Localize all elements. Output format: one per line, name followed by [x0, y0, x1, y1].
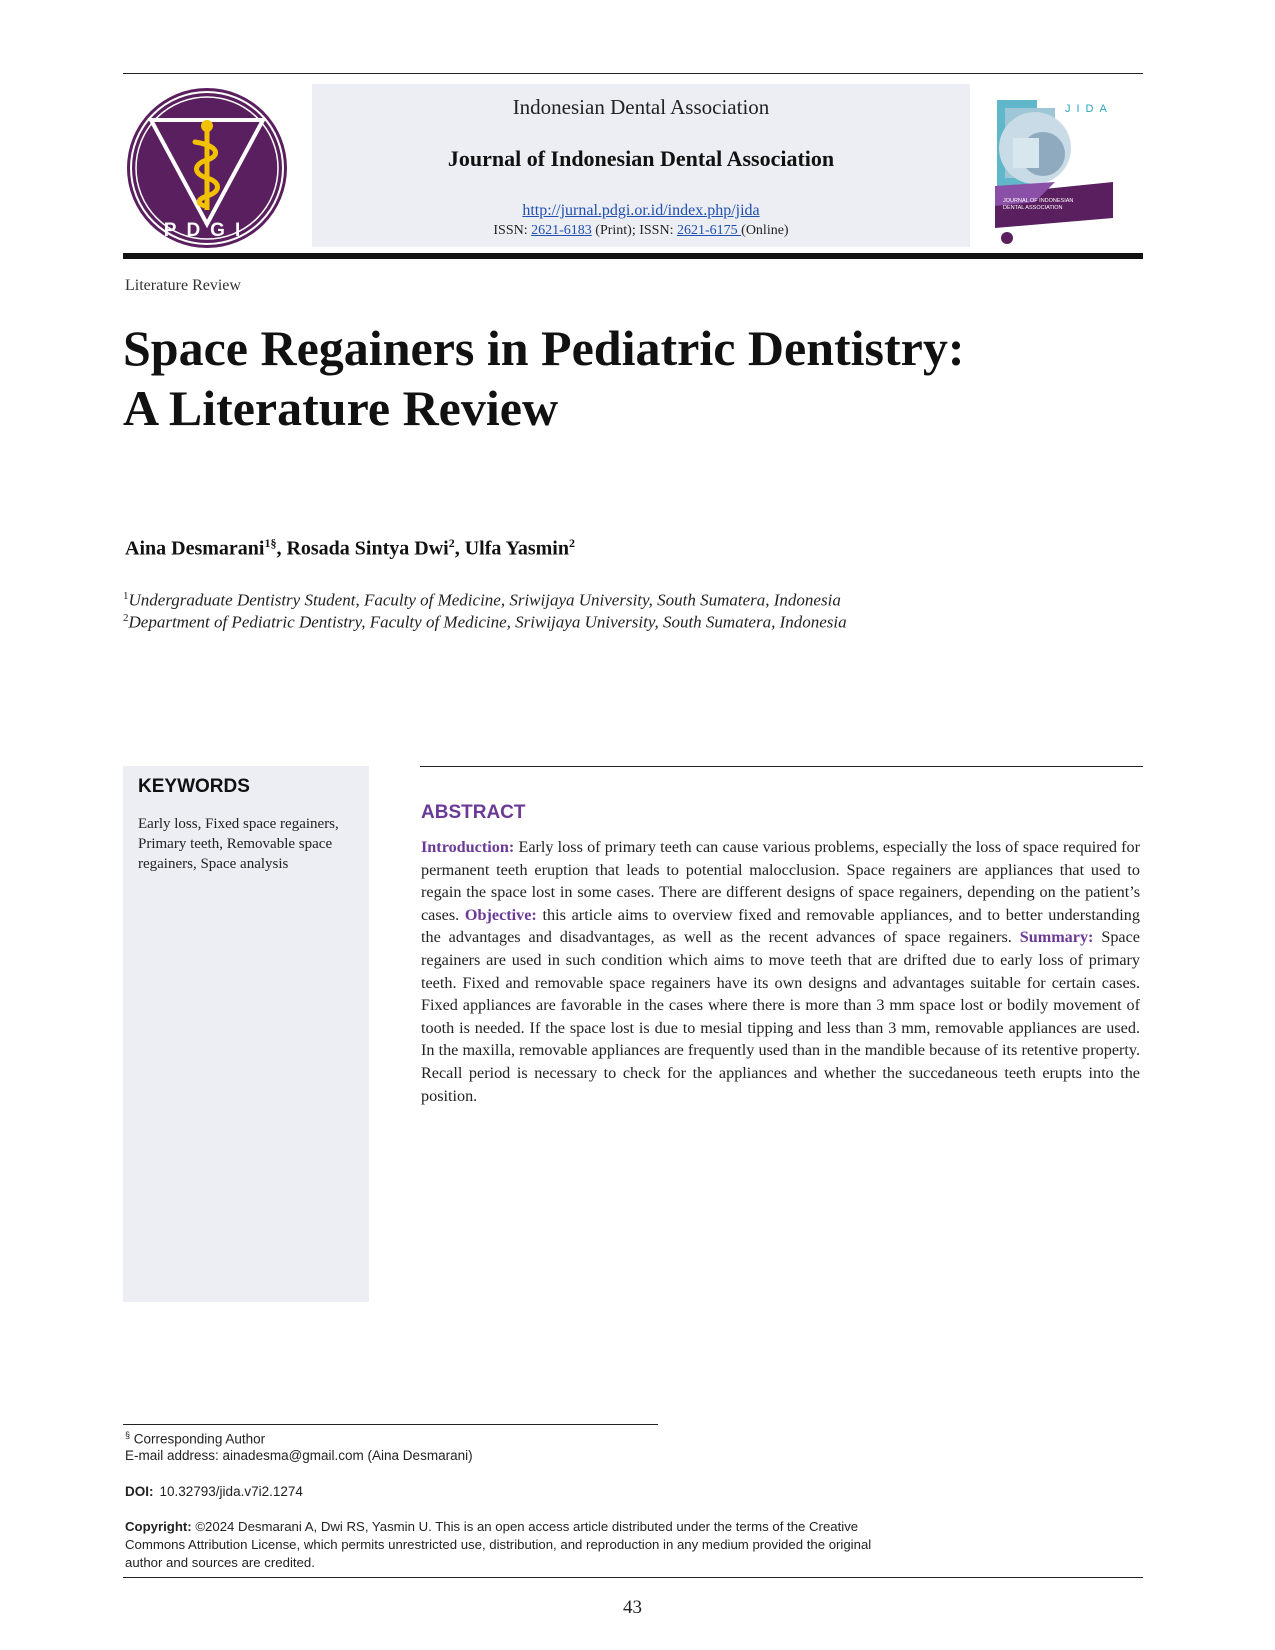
doi-value[interactable]: 10.32793/jida.v7i2.1274 — [159, 1484, 303, 1499]
author-name: Ulfa Yasmin — [464, 537, 569, 560]
affiliation-mark: 2 — [123, 612, 129, 624]
affiliation-2 — [123, 612, 847, 633]
doi-line — [125, 1484, 303, 1499]
issn-line — [312, 223, 970, 239]
author-name: Aina Desmarani — [125, 537, 265, 560]
journal-header-panel — [312, 84, 970, 247]
copyright-label: Copyright: — [125, 1519, 192, 1534]
article-title — [123, 318, 1123, 438]
issn-online-link[interactable]: 2621-6175 — [676, 223, 742, 238]
author-affil-mark: 2 — [448, 536, 455, 550]
corresponding-mark: § — [125, 1430, 131, 1440]
article-type: Literature Review — [125, 277, 241, 294]
copyright-text: ©2024 Desmarani A, Dwi RS, Yasmin U. This is an open access article distributed under the terms of the Creative Commons Attribution License, which permits unrestricted use, distribution, and reproduction in any medium provided the original author and sources are credited. — [125, 1519, 872, 1570]
author-separator: , — [276, 537, 287, 560]
author-affil-mark: 1§ — [264, 536, 277, 550]
abstract-body — [421, 836, 1140, 1107]
keywords-heading: KEYWORDS — [138, 776, 250, 797]
association-name: Indonesian Dental Association — [512, 95, 770, 119]
intro-text: Early loss of primary teeth can cause various problems, especially the loss of space required for permanent teeth eruption that leads to potential malocclusion. Space regainers are appliances that used to regain the space lost in some cases. There are different designs of space regainers, depending on the patient’s cases. — [421, 838, 1140, 924]
issn-print-link[interactable]: 2621-6183 — [531, 223, 592, 238]
cover-caption-2: DENTAL ASSOCIATION — [1003, 205, 1063, 211]
objective-text: this article aims to overview fixed and removable appliances, and to better understanding the advantages and disadvantages, as well as the recent advances of space regainers. — [421, 905, 1140, 947]
issn-online-suffix: (Online) — [741, 223, 789, 238]
cover-title: JIDA — [1065, 103, 1113, 115]
journal-cover-image — [995, 98, 1113, 246]
issn-print-suffix: (Print); ISSN: — [591, 223, 677, 238]
summary-label: Summary: — [1019, 928, 1094, 947]
keywords-text: Early loss, Fixed space regainers, Primary teeth, Removable space regainers, Space analysis — [138, 816, 339, 872]
author-affil-mark: 2 — [569, 536, 575, 550]
intro-label: Introduction: — [421, 838, 515, 856]
summary-text: Space regainers are used in such condition which aims to move teeth that are drifted due to early loss of primary teeth. Fixed and removable space regainers have its own designs and advantages suitable for certain cases. Fixed appliances are favorable in the cases where there is more than 3 mm space lost or bodily movement of tooth is needed. If the space lost is due to mesial tipping and less than 3 mm, removable appliances are used. In the maxilla, removable appliances are frequently used than in the mandible because of its retentive property. Recall period is necessary to check for the appliances and whether the succedaneous teeth erupts into the position. — [421, 928, 1140, 1105]
affiliation-text: Undergraduate Dentistry Student, Faculty of Medicine, Sriwijaya University, South Sumatera, Indonesia — [128, 590, 841, 610]
pdgi-logo — [125, 86, 289, 250]
author-name: Rosada Sintya Dwi — [286, 537, 449, 560]
author-list — [125, 536, 575, 561]
email-line: E-mail address: ainadesma@gmail.com (Aina Desmarani) — [125, 1448, 473, 1463]
footer-rule — [123, 1577, 1143, 1578]
abstract-top-rule — [420, 766, 1143, 767]
doi-label: DOI: — [125, 1484, 154, 1499]
corresponding-author-note — [125, 1430, 265, 1447]
logo-lettering: PDGI — [163, 220, 251, 241]
header-top-rule — [123, 73, 1143, 74]
title-line-1: Space Regainers in Pediatric Dentistry: — [123, 320, 965, 376]
objective-label: Objective: — [464, 905, 537, 924]
journal-name: Journal of Indonesian Dental Association — [447, 146, 835, 171]
keywords-panel — [123, 766, 369, 1302]
author-separator: , — [454, 537, 465, 560]
footnote-rule — [123, 1424, 658, 1425]
cover-caption-1: JOURNAL OF INDONESIAN — [1003, 198, 1074, 204]
title-line-2: A Literature Review — [123, 380, 559, 436]
abstract-heading: ABSTRACT — [421, 802, 526, 823]
copyright-note — [125, 1518, 885, 1572]
header-bottom-rule — [123, 253, 1143, 259]
page-number: 43 — [623, 1597, 642, 1618]
journal-url-link[interactable]: http://jurnal.pdgi.or.id/index.php/jida — [522, 202, 760, 219]
affiliation-1 — [123, 590, 841, 611]
corresponding-label: Corresponding Author — [130, 1431, 266, 1447]
affiliation-mark: 1 — [123, 590, 129, 602]
issn-prefix: ISSN: — [493, 223, 532, 238]
affiliation-text: Department of Pediatric Dentistry, Faculty of Medicine, Sriwijaya University, South Sumatera, Indonesia — [128, 612, 847, 632]
